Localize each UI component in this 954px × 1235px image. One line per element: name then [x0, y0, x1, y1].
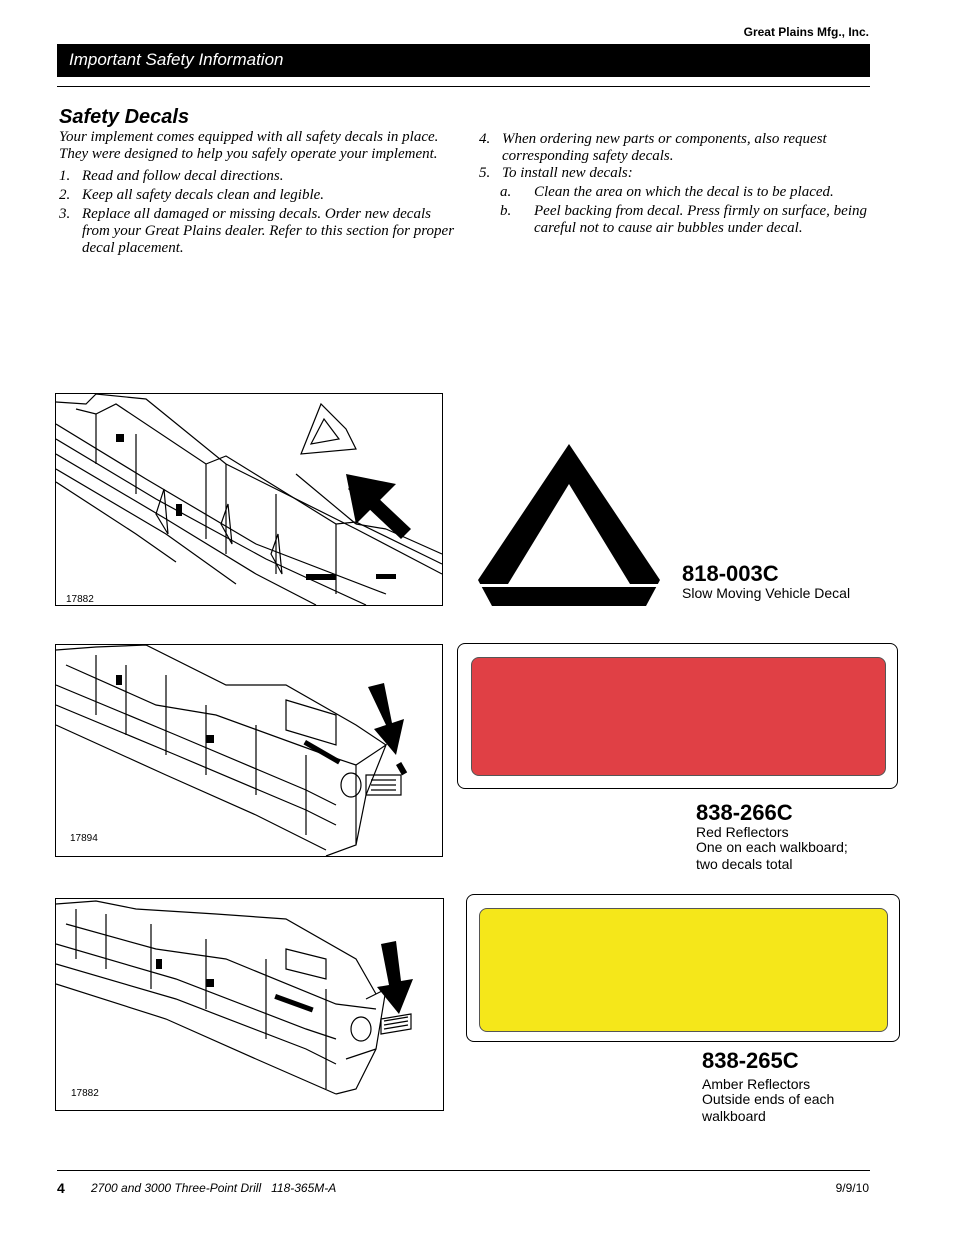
document-title: 2700 and 3000 Three-Point Drill 118-365M-A: [91, 1181, 337, 1195]
amber-reflector-swatch: [479, 908, 888, 1032]
figure-number: 17882: [66, 594, 94, 605]
list-item: 3. Replace all damaged or missing decals. Order new decals from your Great Plains dealer. Refer to this section for proper decal placement.: [59, 206, 455, 256]
drill-illustration-2: [55, 644, 443, 857]
red-reflector-decal: [457, 643, 898, 789]
drill-drawing-icon: [56, 899, 443, 1110]
drill-drawing-icon: [56, 394, 442, 605]
intro-paragraph: Your implement comes equipped with all safety decals in place. They were designed to help you safely operate your implement.: [59, 129, 439, 162]
header-rule: [57, 86, 870, 87]
list-item: 5. To install new decals:: [479, 165, 633, 181]
figure-number: 17882: [71, 1088, 99, 1099]
slow-moving-vehicle-triangle-icon: [478, 444, 660, 606]
steps-list-left: [59, 168, 459, 257]
decal-code: 838-265C: [702, 1048, 799, 1073]
intro-text: [59, 129, 459, 257]
page-number: 4: [57, 1180, 65, 1196]
list-item: 1. Read and follow decal directions.: [59, 168, 284, 184]
drill-illustration-1: [55, 393, 443, 606]
decal-code: 818-003C: [682, 561, 779, 586]
substeps-list: [479, 184, 874, 237]
company-name: Great Plains Mfg., Inc.: [743, 25, 869, 39]
drill-drawing-icon: [56, 645, 442, 856]
list-item: 2. Keep all safety decals clean and legible.: [59, 187, 325, 203]
page-title: Safety Decals: [59, 106, 190, 128]
steps-list-right: [479, 131, 874, 182]
list-item: b. Peel backing from decal. Press firmly on surface, being careful not to cause air bubbles under decal.: [500, 203, 867, 236]
section-header: Important Safety Information: [57, 44, 870, 77]
decal-description: Slow Moving Vehicle Decal: [682, 585, 851, 601]
document-date: 9/9/10: [835, 1181, 869, 1195]
red-reflector-swatch: [471, 657, 886, 776]
decal-description: Amber Reflectors Outside ends of each walkboard: [702, 1076, 835, 1124]
decal-description: Red Reflectors One on each walkboard; two decals total: [696, 824, 848, 872]
list-item: 4. When ordering new parts or components, also request corresponding safety decals.: [479, 131, 827, 164]
amber-reflector-decal: [466, 894, 900, 1042]
figure-number: 17894: [70, 833, 98, 844]
decal-code: 838-266C: [696, 800, 793, 825]
drill-illustration-3: [55, 898, 444, 1111]
footer-rule: [57, 1170, 870, 1171]
steps-right-column: [479, 131, 874, 237]
list-item: a. Clean the area on which the decal is to be placed.: [500, 184, 834, 200]
